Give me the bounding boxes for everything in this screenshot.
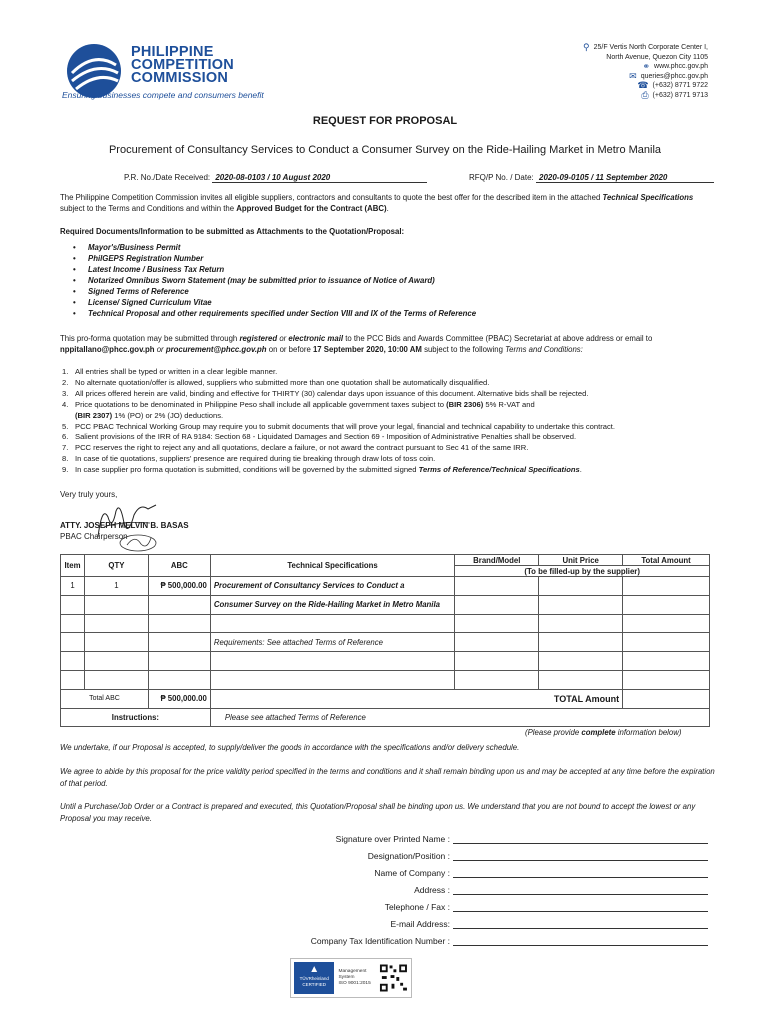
table-row: Consumer Survey on the Ride-Hailing Market in Metro Manila (61, 595, 710, 614)
list-item: • Signed Terms of Reference (73, 286, 476, 297)
col-header-brand: Brand/Model (455, 555, 539, 566)
qr-code-icon (379, 963, 408, 993)
list-item: • Notarized Omnibus Sworn Statement (may be submitted prior to issuance of Notice of Award) (73, 275, 476, 286)
col-header-unit-price: Unit Price (539, 555, 623, 566)
col-header-item: Item (61, 555, 85, 577)
submission-paragraph: This pro-forma quotation may be submitted through registered or electronic mail to the PCC Bids and Awards Committee (PBAC) Secretariat at above address or email to nppitallano@phcc.gov.ph or procurement@phcc.gov.ph on or before 17 September 2020, 10:00 AM subject to the following Terms and Conditions: (60, 334, 653, 354)
signatory-title: PBAC Chairperson (60, 532, 128, 541)
table-row (61, 614, 710, 633)
tin-field[interactable]: Company Tax Identification Number : (60, 929, 708, 946)
col-header-qty: QTY (84, 555, 148, 577)
instructions-row: Instructions: Please see attached Terms of Reference (61, 708, 710, 727)
list-item: 1. All entries shall be typed or written in a clear legible manner. (62, 367, 278, 376)
list-item: • Technical Proposal and other requirements specified under Section VIII and IX of the Terms of Reference (73, 308, 476, 319)
list-item: 2. No alternate quotation/offer is allowed, suppliers who submitted more than one quotation shall be automatically disqualified. (62, 377, 490, 387)
required-heading: Required Documents/Information to be submitted as Attachments to the Quotation/Proposal: (60, 227, 405, 236)
list-item: • License/ Signed Curriculum Vitae (73, 297, 476, 308)
email-link-2[interactable]: procurement@phcc.gov.ph (165, 345, 267, 354)
closing-block: Very truly yours, ATTY. JOSEPH MELVIN B. BASAS PBAC Chairperson (60, 490, 189, 541)
designation-field[interactable]: Designation/Position : (60, 844, 708, 861)
unit-price-cell[interactable] (539, 577, 623, 596)
pr-number: P.R. No./Date Received: 2020-08-0103 / 10 August 2020 (124, 173, 427, 183)
list-item: 8. In case of tie quotations, suppliers' presence are required during tie breaking through draw lots of toss coin. (62, 454, 436, 464)
undertake-statement: We undertake, if our Proposal is accepted, to supply/deliver the goods in accordance with the specifications and/or delivery schedule. (60, 743, 520, 752)
col-header-tech: Technical Specifications (210, 555, 455, 577)
location-pin-icon: ⚲ (583, 42, 590, 52)
signature-field[interactable]: Signature over Printed Name : (60, 827, 708, 844)
certification-badge: ▲ TÜVRheinland CERTIFIED Management System ISO 9001:2015 (290, 958, 412, 998)
phone-icon: ☎ (637, 80, 649, 90)
signatory-name: ATTY. JOSEPH MELVIN B. BASAS (60, 521, 189, 530)
document-title: REQUEST FOR PROPOSAL (312, 115, 458, 127)
total-row: Total ABC ₱ 500,000.00 TOTAL Amount (61, 689, 710, 708)
table-row: Requirements: See attached Terms of Reference (61, 633, 710, 652)
supplier-info-form (60, 827, 708, 946)
rfq-number: RFQ/P No. / Date: 2020-09-0105 / 11 September 2020 (469, 173, 714, 183)
total-cell[interactable] (623, 577, 710, 596)
org-name: PHILIPPINE COMPETITION COMMISSION (131, 44, 234, 86)
list-item: 7. PCC reserves the right to reject any and all quotations, declare a failure, or not award the contract pursuant to Sec 41 of the same IRR. (62, 443, 529, 453)
table-row (61, 670, 710, 689)
brand-cell[interactable] (455, 577, 539, 596)
list-item: 5. PCC PBAC Technical Working Group may require you to submit documents that will prove your legal, financial and technical capability to undertake this contract. (62, 421, 615, 431)
col-header-abc: ABC (148, 555, 210, 577)
list-item: 9. In case supplier pro forma quotation is submitted, conditions will be governed by the submitted signed Terms of Reference/Technical Specifications. (62, 465, 582, 475)
telephone-field[interactable]: Telephone / Fax : (60, 895, 708, 912)
list-item: 4. Price quotations to be denominated in Philippine Peso shall include all applicable government taxes subject to (BIR 2306) 5% R-VAT and (BIR 2307) 1% (PO) or 2% (JO) deductions. (62, 399, 535, 420)
table-row: 1 1 ₱ 500,000.00 Procurement of Consultancy Services to Conduct a (61, 577, 710, 596)
org-tagline: Ensuring businesses compete and consumers benefit (62, 90, 264, 100)
provide-note: (Please provide complete information below) (525, 728, 682, 737)
email-link-1[interactable]: nppitallano@phcc.gov.ph (60, 345, 155, 354)
list-item: • Latest Income / Business Tax Return (73, 264, 476, 275)
tuv-logo-icon: ▲ TÜVRheinland CERTIFIED (294, 962, 334, 994)
fax-icon: ⎙ (641, 89, 649, 100)
list-item: • Mayor's/Business Permit (73, 242, 476, 253)
company-name-field[interactable]: Name of Company : (60, 861, 708, 878)
table-row (61, 652, 710, 671)
envelope-icon: ✉ (629, 70, 637, 81)
address-field[interactable]: Address : (60, 878, 708, 895)
document-subtitle: Procurement of Consultancy Services to Conduct a Consumer Survey on the Ride-Hailing Market in Metro Manila (108, 144, 662, 156)
agree-statement: We agree to abide by this proposal for the price validity period specified in the terms and conditions and it shall remain binding upon us and may be accepted at any time before the expiration of that period. (60, 767, 715, 788)
list-item: 3. All prices offered herein are valid, binding and effective for THIRTY (30) calendar days upon issuance of this document. Alternative bids shall be rejected. (62, 388, 589, 398)
contact-block: ⚲ 25/F Vertis North Corporate Center I, North Avenue, Quezon City 1105 ⚭ www.phcc.gov.ph ✉ queries@phcc.gov.ph ☎ (+632) 8771 9722 ⎙ (+632) 8771 9713 (583, 42, 708, 100)
terms-list (62, 367, 722, 476)
col-header-total: Total Amount (623, 555, 710, 566)
binding-statement: Until a Purchase/Job Order or a Contract is prepared and executed, this Quotation/Proposal shall be binding upon us. We understand that you are not bound to accept the lowest or any Proposal you may receive. (60, 802, 696, 823)
required-list (73, 242, 476, 319)
intro-paragraph: The Philippine Competition Commission invites all eligible suppliers, contractors and consultants to quote the best offer for the described item in the attached Technical Specifications subject to the Terms and Conditions and within the Approved Budget for the Contract (ABC). (60, 193, 694, 213)
quotation-table (60, 554, 710, 727)
email-field[interactable]: E-mail Address: (60, 912, 708, 929)
grand-total-cell[interactable] (623, 689, 710, 708)
list-item: • PhilGEPS Registration Number (73, 253, 476, 264)
globe-icon: ⚭ (642, 61, 651, 71)
list-item: 6. Salient provisions of the IRR of RA 9184: Section 68 - Liquidated Damages and Section 69 - Imposition of Administrative Penalties shall be observed. (62, 432, 577, 442)
supplier-note: (To be filled-up by the supplier) (455, 566, 710, 577)
initials-icon (117, 532, 159, 554)
